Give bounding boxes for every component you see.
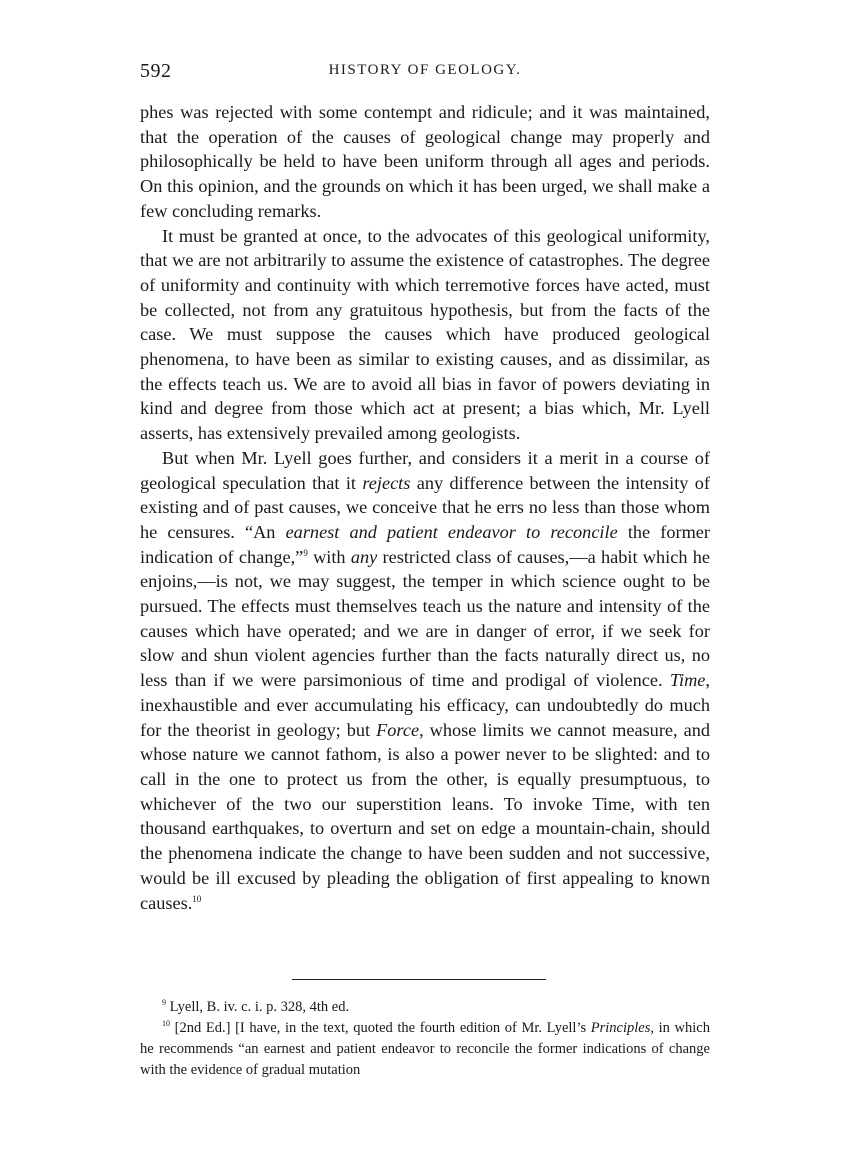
- footnote-text: [2nd Ed.] [I have, in the text, quoted the fourth edition of Mr. Lyell’s: [170, 1020, 591, 1036]
- footnotes: [140, 997, 710, 1081]
- emphasis-principles: Principles: [590, 1020, 651, 1036]
- text-run: , whose limits we cannot measure, and whose nature we cannot fathom, is also a power never to be slighted: and to call in the one to protect us from the other, is equally presumptuous, to whichever of the two our superstition leans. To invoke Time, with ten thousand earthquakes, to overturn and set on edge a mountain-chain, should the phenomena indicate the change to have been sudden and not successive, would be ill excused by pleading the obligation of first appealing to known causes.: [140, 719, 710, 913]
- footnote-text: , in which he recommends “an earnest and patient endeavor to reconcile the former indications of change with the evidence of gradual mutation: [140, 1020, 710, 1078]
- footnote-10: [140, 1018, 710, 1081]
- emphasis-quote: earnest and patient endeavor to reconcile: [285, 521, 618, 542]
- text-run: any difference between the intensity of existing and of past causes, we conceive that he errs no less than those whom he censures. “An: [140, 472, 710, 542]
- text-run: , inexhaustible and ever accumulating his efficacy, can undoubtedly do much for the theorist in geology; but: [140, 670, 710, 740]
- paragraph-lyell-critique: [140, 446, 710, 915]
- page-number: 592: [140, 60, 172, 82]
- footnote-ref-9: 9: [303, 547, 308, 558]
- emphasis-force: Force: [376, 719, 420, 740]
- running-head: HISTORY OF GEOLOGY.: [328, 62, 522, 78]
- emphasis-time: Time: [669, 670, 706, 691]
- footnote-ref-10: 10: [192, 893, 202, 904]
- text-run: with: [307, 546, 351, 567]
- text-run: the former indication of change,”: [140, 521, 710, 567]
- emphasis-rejects: rejects: [362, 472, 411, 493]
- text-run: But when Mr. Lyell goes further, and considers it a merit in a course of geological speculation that it: [140, 447, 710, 493]
- footnote-mark-10: 10: [162, 1019, 170, 1028]
- body-text: [140, 100, 710, 915]
- paragraph-uniformity: It must be granted at once, to the advocates of this geological uniformity, that we are not arbitrarily to assume the existence of catastrophes. The degree of uniformity and continuity with which terremotive forces have acted, must be collected, not from any gratuitous hypothesis, but from the facts of the case. We must suppose the causes which have produced geological phenomena, to have been as similar to existing causes, and as dissimilar, as the effects teach us. We are to avoid all bias in favor of powers deviating in kind and degree from those which act at present; a bias which, Mr. Lyell asserts, has extensively prevailed among geologists.: [140, 225, 710, 444]
- text-run: restricted class of causes,—a habit which he enjoins,—is not, we may suggest, the temper in which science ought to be pursued. The effects must themselves teach us the nature and intensity of the causes which have operated; and we are in danger of error, if we seek for slow and shun violent agencies further than the facts naturally direct us, no less than if we were parsimonious of time and prodigal of violence.: [140, 546, 710, 691]
- footnote-divider: [292, 979, 546, 980]
- footnote-9: [140, 997, 710, 1018]
- paragraph-continuation: phes was rejected with some contempt and ridicule; and it was maintained, that the operation of the causes of geological change may properly and philosophically be held to have been uniform through all ages and periods. On this opinion, and the grounds on which it has been urged, we shall make a few concluding remarks.: [140, 102, 710, 221]
- footnote-text: Lyell, B. iv. c. i. p. 328, 4th ed.: [166, 999, 350, 1015]
- emphasis-any: any: [350, 546, 378, 567]
- page-header: [140, 60, 710, 86]
- footnote-mark-9: 9: [162, 998, 166, 1007]
